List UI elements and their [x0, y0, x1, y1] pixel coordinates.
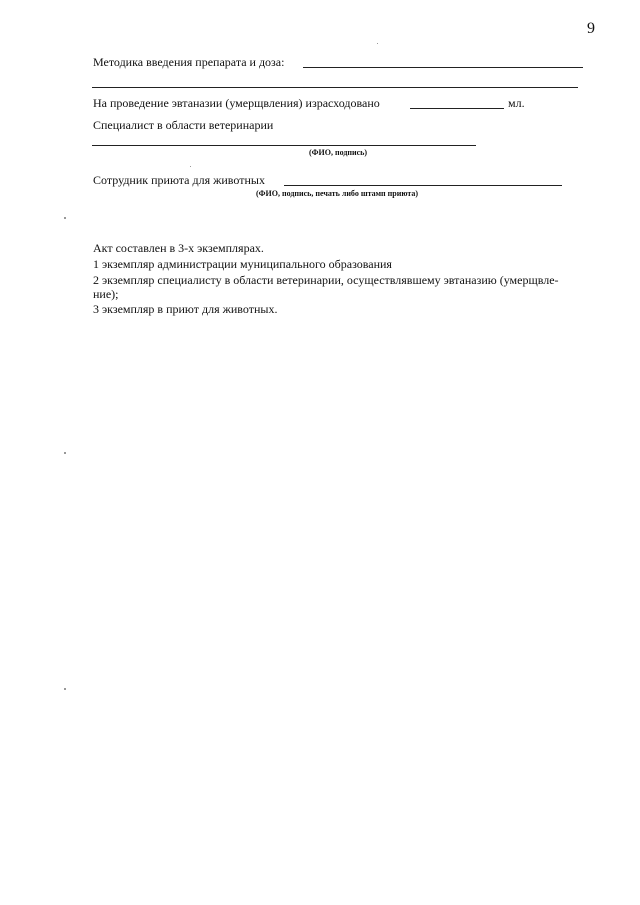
scan-speck — [64, 217, 66, 219]
shelter-signature-line[interactable] — [284, 185, 562, 186]
specialist-signature-line[interactable] — [92, 145, 476, 146]
specialist-caption: (ФИО, подпись) — [309, 148, 368, 157]
copies-intro: Акт составлен в 3-х экземплярах. — [93, 241, 264, 255]
method-fill-line-2[interactable] — [92, 87, 578, 88]
shelter-label: Сотрудник приюта для животных — [93, 173, 265, 187]
consumed-label: На проведение эвтаназии (умерщвления) израсходовано — [93, 96, 380, 110]
scan-speck — [64, 688, 66, 690]
copy-2-line-2: ние); — [93, 287, 119, 301]
consumed-unit: мл. — [508, 96, 525, 110]
scan-speck — [64, 452, 66, 454]
copy-1: 1 экземпляр администрации муниципального образования — [93, 257, 392, 271]
shelter-caption: (ФИО, подпись, печать либо штамп приюта) — [256, 189, 419, 198]
page-number: 9 — [587, 20, 595, 37]
copy-3: 3 экземпляр в приют для животных. — [93, 302, 278, 316]
copy-2-line-1: 2 экземпляр специалисту в области ветеринарии, осуществлявшему эвтаназию (умерщвле- — [93, 273, 559, 287]
scan-speck — [377, 43, 378, 44]
consumed-amount-line[interactable] — [410, 108, 504, 109]
specialist-label: Специалист в области ветеринарии — [93, 118, 274, 132]
method-label: Методика введения препарата и доза: — [93, 55, 285, 69]
method-fill-line[interactable] — [303, 67, 583, 68]
scan-speck — [190, 166, 191, 167]
